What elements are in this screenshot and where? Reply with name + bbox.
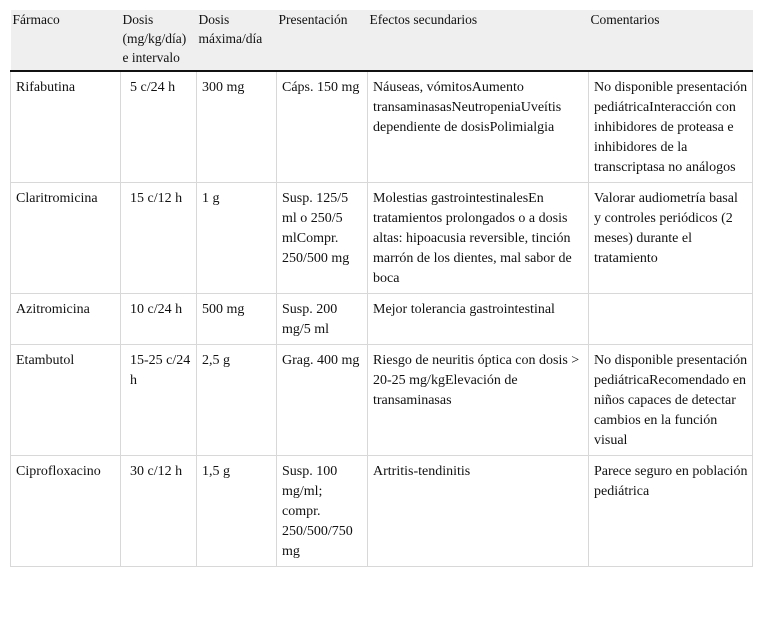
cell-comments: Valorar audiometría basal y controles periódicos (2 meses) durante el tratamiento: [589, 183, 753, 294]
cell-drug: Rifabutina: [11, 71, 121, 183]
table-row: [11, 71, 753, 183]
cell-dose: 30 c/12 h: [121, 456, 197, 567]
cell-dose: 10 c/24 h: [121, 294, 197, 345]
cell-drug: Etambutol: [11, 345, 121, 456]
drug-table: [10, 10, 753, 567]
table-row: [11, 345, 753, 456]
table-row: [11, 456, 753, 567]
cell-comments: No disponible presentación pediátricaRecomendado en niños capaces de detectar cambios en la función visual: [589, 345, 753, 456]
cell-dose: 15-25 c/24 h: [121, 345, 197, 456]
cell-max-dose: 1 g: [197, 183, 277, 294]
cell-max-dose: 300 mg: [197, 71, 277, 183]
cell-dose: 15 c/12 h: [121, 183, 197, 294]
cell-drug: Ciprofloxacino: [11, 456, 121, 567]
cell-side-effects: Molestias gastrointestinalesEn tratamientos prolongados o a dosis altas: hipoacusia reversible, tinción marrón de los dientes, mal sabor de boca: [368, 183, 589, 294]
header-farmaco: Fármaco: [11, 10, 121, 71]
cell-max-dose: 1,5 g: [197, 456, 277, 567]
cell-comments: Parece seguro en población pediátrica: [589, 456, 753, 567]
table-row: [11, 183, 753, 294]
header-efectos-secundarios: Efectos secundarios: [368, 10, 589, 71]
header-comentarios: Comentarios: [589, 10, 753, 71]
cell-side-effects: Mejor tolerancia gastrointestinal: [368, 294, 589, 345]
header-dosis-intervalo: Dosis (mg/kg/día) e intervalo: [121, 10, 197, 71]
cell-comments: No disponible presentación pediátricaInteracción con inhibidores de proteasa e inhibidores de la transcriptasa no análogos: [589, 71, 753, 183]
cell-side-effects: Riesgo de neuritis óptica con dosis > 20-25 mg/kgElevación de transaminasas: [368, 345, 589, 456]
cell-presentation: Grag. 400 mg: [277, 345, 368, 456]
cell-side-effects: Náuseas, vómitosAumento transaminasasNeutropeniaUveítis dependiente de dosisPolimialgia: [368, 71, 589, 183]
cell-drug: Claritromicina: [11, 183, 121, 294]
header-presentacion: Presentación: [277, 10, 368, 71]
drug-table-container: [10, 10, 752, 567]
header-dosis-maxima: Dosis máxima/día: [197, 10, 277, 71]
cell-side-effects: Artritis-tendinitis: [368, 456, 589, 567]
header-row: [11, 10, 753, 71]
cell-presentation: Cáps. 150 mg: [277, 71, 368, 183]
cell-presentation: Susp. 125/5 ml o 250/5 mlCompr. 250/500 mg: [277, 183, 368, 294]
cell-presentation: Susp. 200 mg/5 ml: [277, 294, 368, 345]
cell-comments: [589, 294, 753, 345]
table-row: [11, 294, 753, 345]
cell-dose: 5 c/24 h: [121, 71, 197, 183]
cell-max-dose: 500 mg: [197, 294, 277, 345]
cell-presentation: Susp. 100 mg/ml; compr. 250/500/750 mg: [277, 456, 368, 567]
cell-max-dose: 2,5 g: [197, 345, 277, 456]
cell-drug: Azitromicina: [11, 294, 121, 345]
